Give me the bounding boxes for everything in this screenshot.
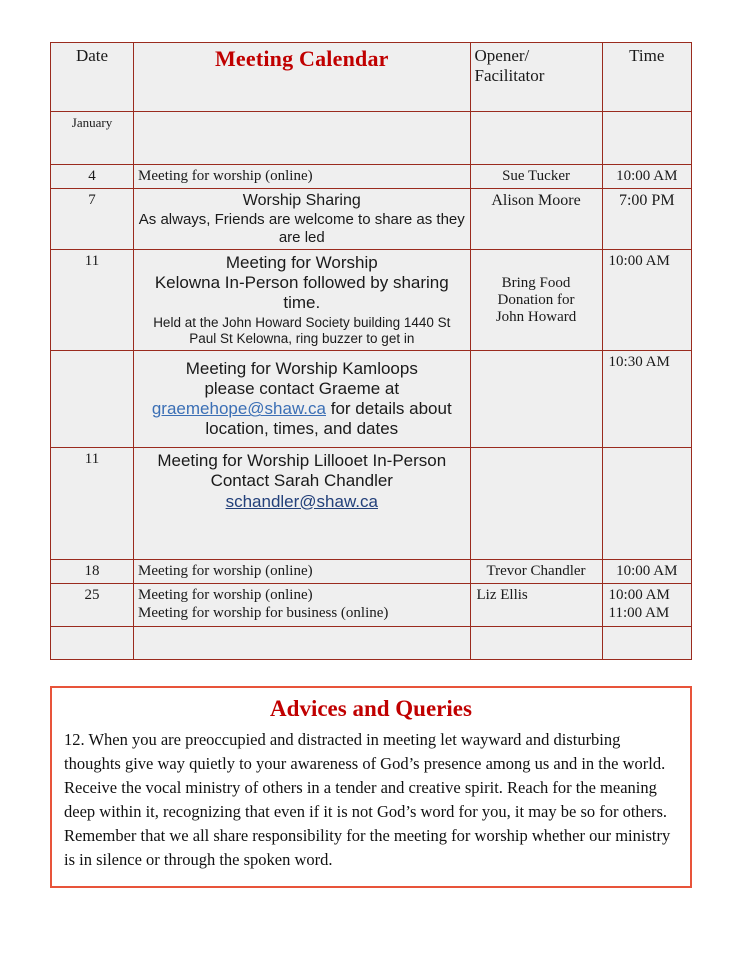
row-description bbox=[134, 584, 470, 626]
row-desc-line: Worship Sharing bbox=[242, 192, 361, 209]
header-title: Meeting Calendar bbox=[134, 43, 470, 112]
row-desc-line-tail: for details about bbox=[326, 399, 452, 419]
row-date: 25 bbox=[51, 584, 134, 626]
row-date: 4 bbox=[51, 165, 134, 189]
row-description bbox=[134, 165, 470, 189]
table-row bbox=[51, 189, 692, 250]
row-time: 10:00 AM bbox=[602, 560, 691, 584]
table-row bbox=[51, 584, 692, 626]
email-link-kamloops[interactable]: graemehope@shaw.ca bbox=[151, 399, 326, 419]
header-opener-facilitator bbox=[470, 43, 602, 112]
row-desc-line: Meeting for worship (online) bbox=[138, 168, 313, 184]
header-opener-line2: Facilitator bbox=[474, 66, 545, 85]
row-time: 7:00 PM bbox=[602, 189, 691, 250]
month-label: January bbox=[51, 112, 134, 165]
row-time bbox=[602, 584, 691, 626]
row-opener-line: John Howard bbox=[495, 308, 577, 325]
row-desc-line-email bbox=[138, 492, 465, 512]
row-opener-line: Bring Food bbox=[501, 274, 571, 291]
row-date: 7 bbox=[51, 189, 134, 250]
row-opener bbox=[470, 626, 602, 659]
row-time bbox=[602, 448, 691, 560]
row-opener bbox=[470, 351, 602, 448]
header-time: Time bbox=[602, 43, 691, 112]
row-date: 11 bbox=[51, 448, 134, 560]
row-desc-line: Meeting for Worship Lillooet In-Person bbox=[157, 451, 447, 471]
advices-title: Advices and Queries bbox=[270, 695, 472, 721]
advices-body: 12. When you are preoccupied and distracted in meeting let wayward and disturbing thoughts give way quietly to your awareness of God’s presence among us and in the world. Receive the vocal ministry of others in a tender and creative spirit. Reach for the meaning deep within it, recognizing that even if it is not God’s word for you, it may be so for others. Remember that we all share responsibility for the meeting for worship whether our ministry is in silence or through the spoken word. bbox=[64, 729, 671, 870]
row-time: 10:30 AM bbox=[602, 351, 691, 448]
table-row bbox=[51, 351, 692, 448]
row-description bbox=[134, 189, 470, 250]
row-desc-line: Held at the John Howard Society building 1440 St Paul St Kelowna, ring buzzer to get in bbox=[153, 315, 451, 347]
row-opener-line: Donation for bbox=[497, 291, 575, 308]
month-opener-empty bbox=[470, 112, 602, 165]
row-desc-line: please contact Graeme at bbox=[204, 379, 400, 399]
row-desc-line-with-email bbox=[138, 399, 465, 419]
row-desc-line: As always, Friends are welcome to share as they are led bbox=[138, 210, 465, 246]
row-time: 10:00 AM bbox=[602, 165, 691, 189]
row-desc-line: Meeting for Worship Kamloops bbox=[185, 359, 418, 379]
row-opener bbox=[470, 250, 602, 351]
meeting-calendar-table bbox=[50, 42, 692, 660]
row-description bbox=[134, 250, 470, 351]
row-time-line: 11:00 AM bbox=[608, 605, 670, 622]
row-desc-line: Meeting for worship (online) bbox=[138, 587, 313, 604]
row-date: 11 bbox=[51, 250, 134, 351]
header-date: Date bbox=[51, 43, 134, 112]
month-time-empty bbox=[602, 112, 691, 165]
row-description bbox=[134, 448, 470, 560]
row-desc-line: Kelowna In-Person followed by sharing time. bbox=[154, 273, 449, 313]
row-desc-line: Contact Sarah Chandler bbox=[210, 471, 393, 491]
table-row bbox=[51, 165, 692, 189]
table-header-row bbox=[51, 43, 692, 112]
month-desc-empty bbox=[134, 112, 470, 165]
table-row bbox=[51, 448, 692, 560]
row-opener: Alison Moore bbox=[470, 189, 602, 250]
row-desc-line: Meeting for worship for business (online) bbox=[138, 605, 389, 622]
row-time: 10:00 AM bbox=[602, 250, 691, 351]
row-desc-line: Meeting for worship (online) bbox=[138, 563, 313, 580]
month-row bbox=[51, 112, 692, 165]
row-opener: Liz Ellis bbox=[470, 584, 602, 626]
row-date bbox=[51, 626, 134, 659]
table-row bbox=[51, 626, 692, 659]
row-date bbox=[51, 351, 134, 448]
advices-and-queries-box bbox=[50, 686, 692, 888]
email-link-lillooet[interactable]: schandler@shaw.ca bbox=[225, 491, 378, 511]
row-opener: Sue Tucker bbox=[470, 165, 602, 189]
table-row bbox=[51, 560, 692, 584]
row-desc-line: location, times, and dates bbox=[205, 419, 399, 439]
row-description bbox=[134, 626, 470, 659]
row-description bbox=[134, 351, 470, 448]
row-time-line: 10:00 AM bbox=[608, 587, 670, 604]
row-opener: Trevor Chandler bbox=[470, 560, 602, 584]
row-date: 18 bbox=[51, 560, 134, 584]
row-description bbox=[134, 560, 470, 584]
header-opener-line1: Opener/ bbox=[474, 46, 530, 65]
table-row bbox=[51, 250, 692, 351]
row-desc-line: Meeting for Worship bbox=[225, 253, 378, 273]
row-time bbox=[602, 626, 691, 659]
row-opener bbox=[470, 448, 602, 560]
